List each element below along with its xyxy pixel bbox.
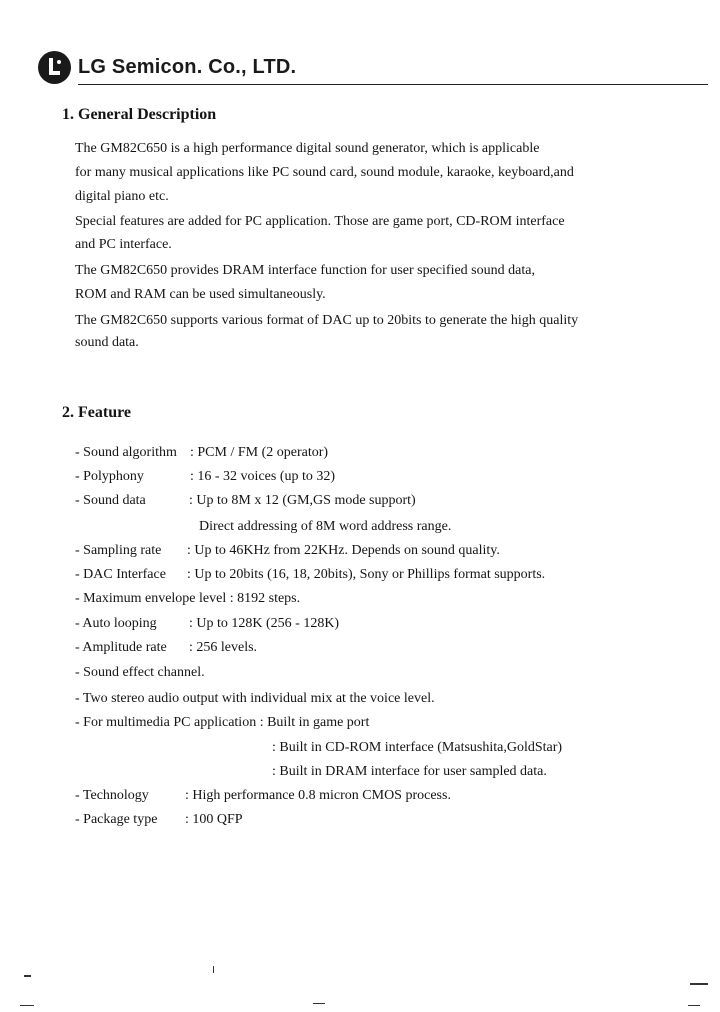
feature-value: : 256 levels. [189, 640, 258, 655]
description-line: digital piano etc. [75, 189, 169, 204]
lg-logo-icon [38, 51, 71, 84]
feature-label: - Maximum envelope level : 8192 steps. [75, 591, 301, 606]
feature-label: - Amplitude rate [75, 640, 167, 655]
feature-value: : PCM / FM (2 operator) [190, 445, 329, 460]
feature-label: - Polyphony [75, 469, 144, 484]
description-line: Special features are added for PC application. Those are game port, CD-ROM interface [75, 214, 565, 229]
feature-value: : 16 - 32 voices (up to 32) [190, 469, 336, 484]
feature-label: - Sound algorithm [75, 445, 177, 460]
scan-mark [24, 975, 31, 977]
feature-label: - Two stereo audio output with individual mix at the voice level. [75, 691, 435, 706]
feature-label: - Sound data [75, 493, 146, 508]
feature-value: : Built in CD-ROM interface (Matsushita,GoldStar) [272, 740, 563, 755]
feature-label: - Sound effect channel. [75, 665, 205, 680]
description-line: and PC interface. [75, 237, 172, 252]
description-line: sound data. [75, 335, 139, 350]
feature-value: : 100 QFP [185, 812, 243, 827]
feature-value: : Built in DRAM interface for user sampled data. [272, 764, 547, 779]
section1-title: 1. General Description [62, 106, 217, 123]
feature-label: - Auto looping [75, 616, 157, 631]
feature-value: Direct addressing of 8M word address range. [199, 519, 452, 534]
feature-label: - Technology [75, 788, 149, 803]
page-header [38, 50, 296, 84]
description-line: ROM and RAM can be used simultaneously. [75, 287, 326, 302]
description-line: The GM82C650 supports various format of DAC up to 20bits to generate the high quality [75, 313, 579, 328]
feature-label: - Sampling rate [75, 543, 162, 558]
scan-mark [213, 966, 214, 973]
scan-mark [20, 1005, 34, 1006]
description-line: The GM82C650 provides DRAM interface function for user specified sound data, [75, 263, 535, 278]
description-line: The GM82C650 is a high performance digital sound generator, which is applicable [75, 141, 540, 156]
scan-mark [313, 1003, 325, 1004]
feature-label: - Package type [75, 812, 158, 827]
company-name: LG Semicon. Co., LTD. [78, 55, 297, 78]
feature-value: : Up to 20bits (16, 18, 20bits), Sony or Phillips format supports. [187, 567, 546, 582]
feature-value: : Up to 46KHz from 22KHz. Depends on sound quality. [187, 543, 500, 558]
scan-mark [690, 983, 708, 985]
section2-title: 2. Feature [62, 404, 132, 421]
description-line: for many musical applications like PC sound card, sound module, karaoke, keyboard,and [75, 165, 574, 180]
feature-label: - DAC Interface [75, 567, 166, 582]
feature-value: : Up to 8M x 12 (GM,GS mode support) [189, 493, 416, 508]
feature-label: - For multimedia PC application : Built in game port [75, 715, 370, 730]
scan-mark [688, 1005, 700, 1006]
feature-value: : High performance 0.8 micron CMOS process. [185, 788, 451, 803]
header-rule [78, 84, 708, 85]
feature-value: : Up to 128K (256 - 128K) [189, 616, 340, 631]
